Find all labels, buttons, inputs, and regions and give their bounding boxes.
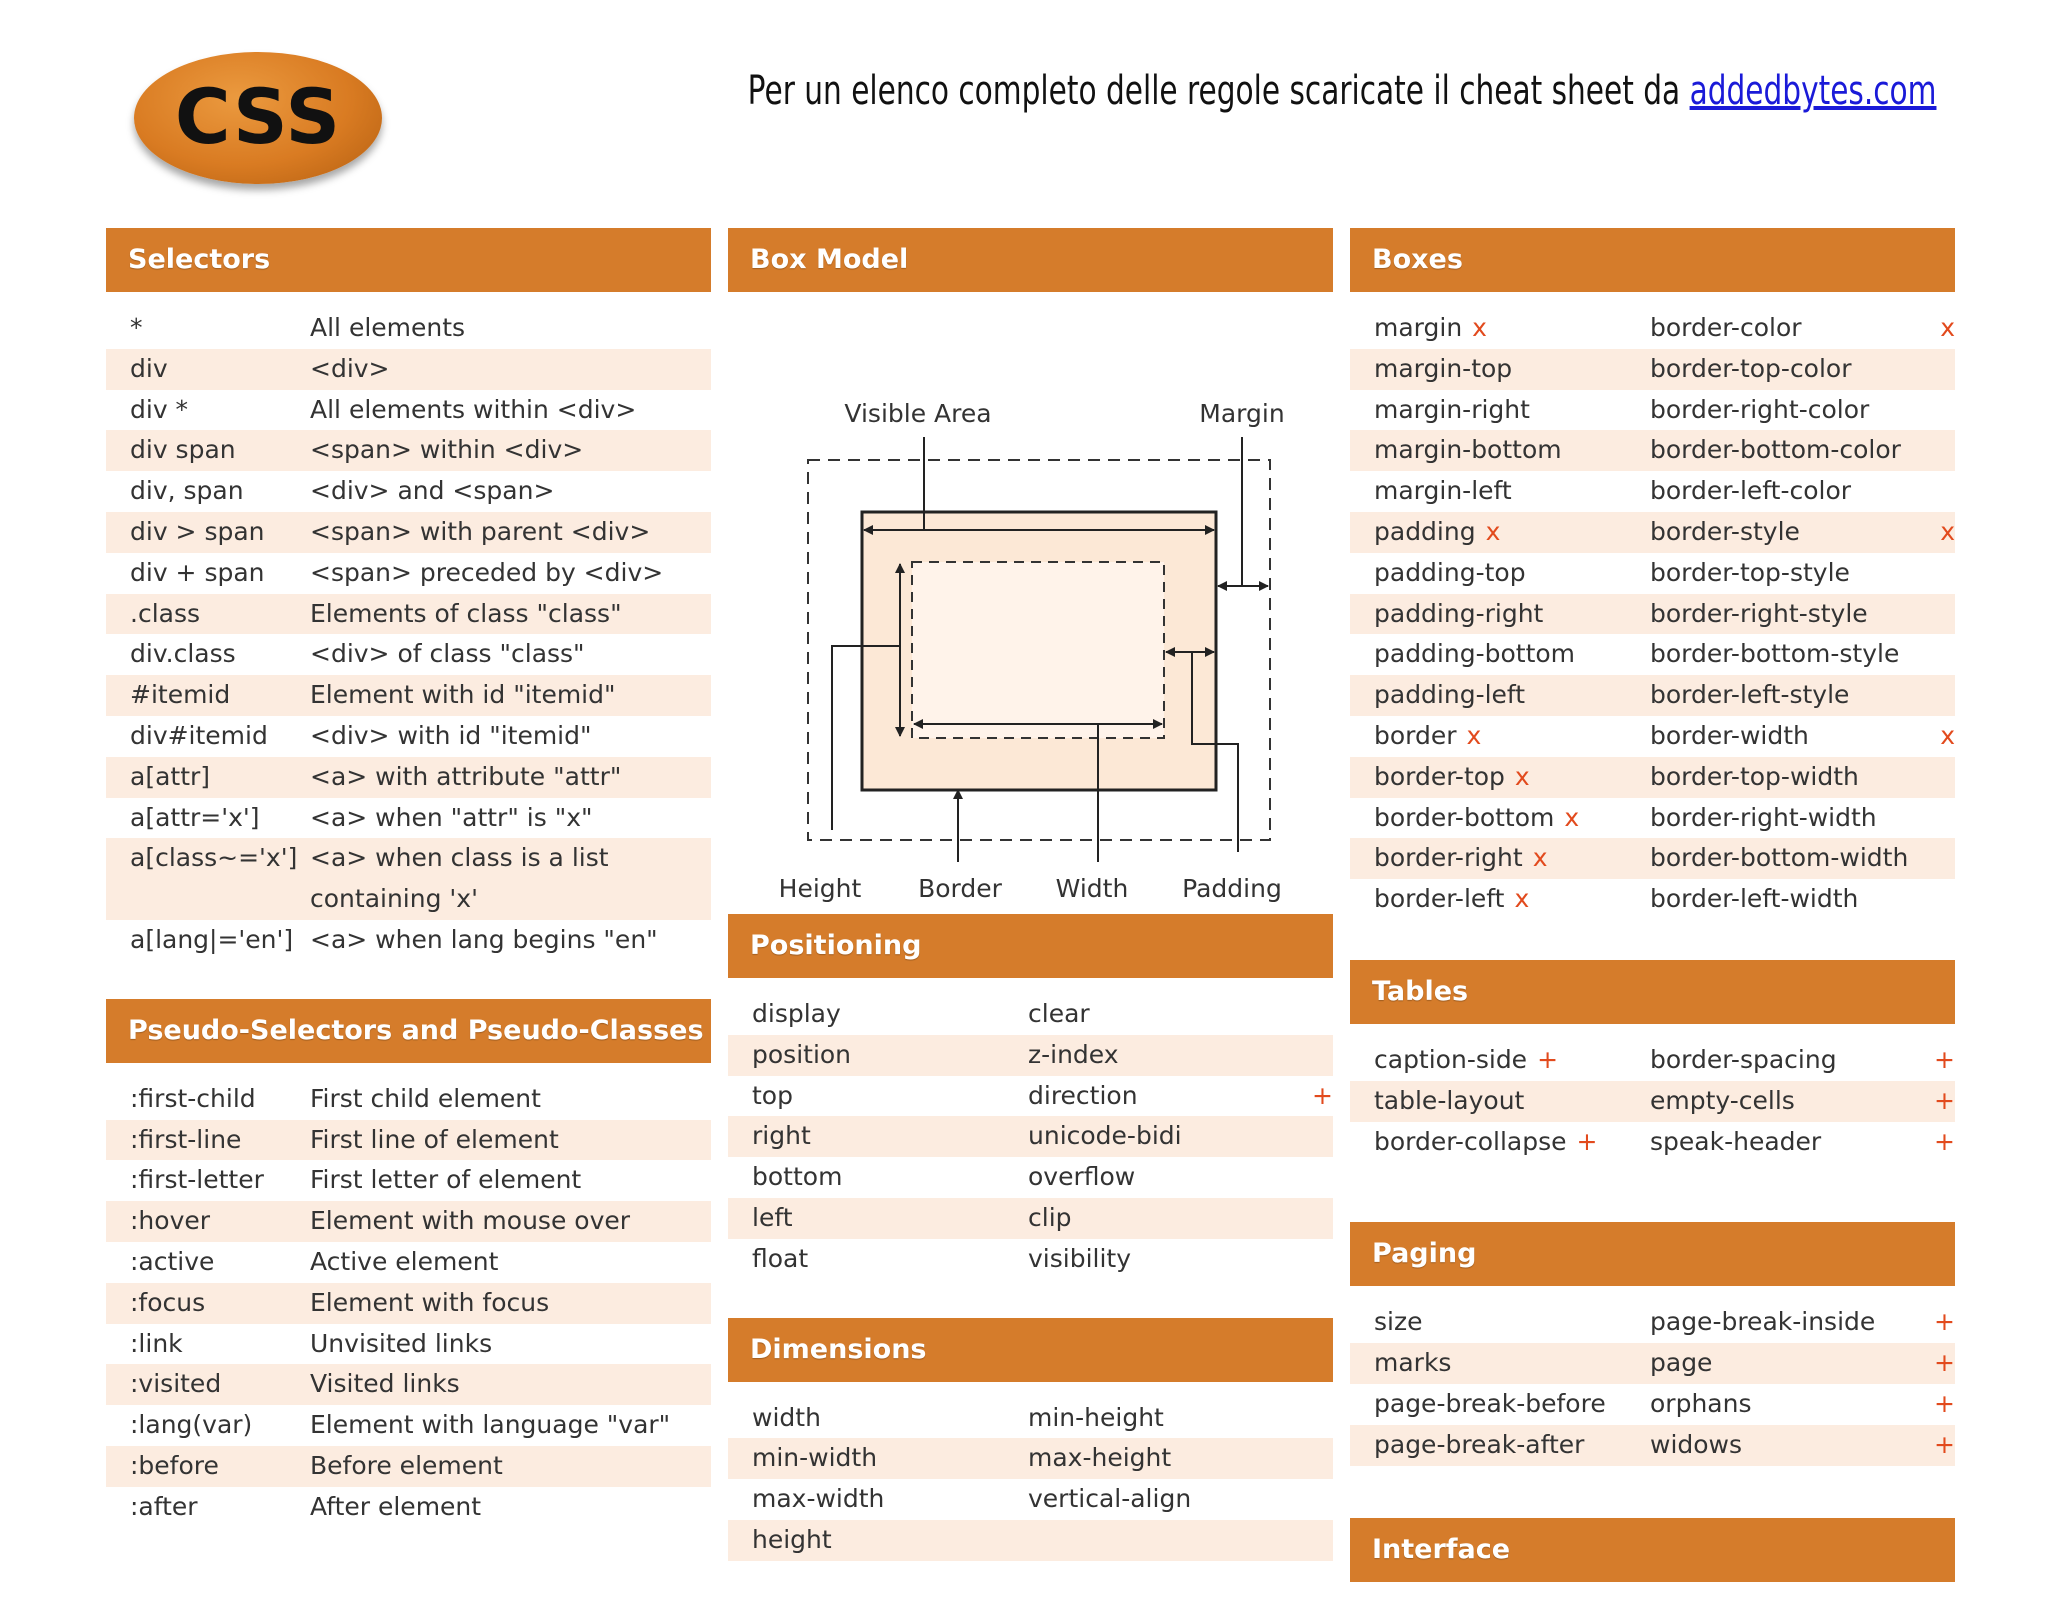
list-row <box>106 757 711 798</box>
list-row <box>1350 879 1955 920</box>
row-value: Visited links <box>310 1369 460 1399</box>
row-key: padding-top <box>1374 557 1526 587</box>
row-value: <div> <box>310 353 390 383</box>
row-value-marker: + <box>1934 1348 1955 1378</box>
row-key: caption-side + <box>1374 1044 1559 1074</box>
row-key-marker: x <box>1564 802 1580 832</box>
row-value-marker: + <box>1934 1388 1955 1418</box>
row-value: <div> of class "class" <box>310 639 585 669</box>
row-value: border-top-color <box>1650 353 1852 383</box>
column-middle <box>728 228 1333 1599</box>
row-key: :lang(var) <box>130 1410 253 1440</box>
boxes-heading: Boxes <box>1350 228 1955 292</box>
row-key: width <box>752 1402 821 1432</box>
list-row <box>106 838 711 920</box>
row-value: border-left-width <box>1650 884 1859 914</box>
list-row <box>106 349 711 390</box>
row-key: div <box>130 353 168 383</box>
row-value: direction <box>1028 1080 1138 1110</box>
list-row <box>1350 1040 1955 1081</box>
row-key: div span <box>130 435 236 465</box>
row-value: border-right-width <box>1650 802 1877 832</box>
width-label: Width <box>1055 874 1129 903</box>
list-row <box>106 1364 711 1405</box>
pseudo-section <box>106 999 711 1528</box>
row-value: After element <box>310 1491 482 1521</box>
list-row <box>728 1520 1333 1561</box>
row-value: border-left-color <box>1650 476 1852 506</box>
row-value-marker: + <box>1934 1085 1955 1115</box>
row-key: :link <box>130 1328 183 1358</box>
list-row <box>106 1446 711 1487</box>
row-value: overflow <box>1028 1162 1136 1192</box>
list-row <box>106 798 711 839</box>
selectors-list <box>106 292 711 961</box>
list-row <box>728 1198 1333 1239</box>
row-value: border-bottom-width <box>1650 843 1909 873</box>
list-row <box>106 1487 711 1528</box>
row-key: div#itemid <box>130 720 268 750</box>
row-key: div * <box>130 394 189 424</box>
row-value: <a> when class is a list containing 'x' <box>310 843 609 914</box>
row-value: empty-cells <box>1650 1085 1795 1115</box>
dimensions-heading: Dimensions <box>728 1318 1333 1382</box>
css-logo <box>134 52 382 184</box>
row-key: border-top x <box>1374 761 1530 791</box>
positioning-list <box>728 978 1333 1280</box>
row-key: a[attr='x'] <box>130 802 260 832</box>
addedbytes-link[interactable]: addedbytes.com <box>1689 68 1936 114</box>
tables-heading: Tables <box>1350 960 1955 1024</box>
list-row <box>1350 757 1955 798</box>
list-row <box>1350 1384 1955 1425</box>
row-value: border-spacing <box>1650 1044 1837 1074</box>
column-right <box>1350 228 1955 1620</box>
row-key: height <box>752 1524 832 1554</box>
list-row <box>1350 798 1955 839</box>
list-row <box>1350 838 1955 879</box>
row-value: <a> when lang begins "en" <box>310 924 658 954</box>
row-value: <div> and <span> <box>310 476 555 506</box>
row-value: border-bottom-style <box>1650 639 1900 669</box>
list-row <box>728 1438 1333 1479</box>
interface-section <box>1350 1518 1955 1582</box>
row-key: margin-right <box>1374 394 1530 424</box>
list-row <box>1350 349 1955 390</box>
list-row <box>728 1479 1333 1520</box>
row-value: z-index <box>1028 1039 1119 1069</box>
list-row <box>1350 390 1955 431</box>
row-value: border-width <box>1650 720 1809 750</box>
row-key: border-right x <box>1374 843 1548 873</box>
list-row <box>106 675 711 716</box>
row-key-marker: x <box>1532 843 1548 873</box>
list-row <box>1350 594 1955 635</box>
row-value: border-top-style <box>1650 557 1850 587</box>
row-key: page-break-after <box>1374 1429 1585 1459</box>
list-row <box>106 1324 711 1365</box>
row-value: First child element <box>310 1083 541 1113</box>
list-row <box>106 1160 711 1201</box>
row-value-marker: x <box>1940 313 1955 342</box>
margin-label: Margin <box>1199 399 1285 428</box>
list-row <box>1350 430 1955 471</box>
list-row <box>1350 716 1955 757</box>
row-value: page-break-inside <box>1650 1307 1876 1337</box>
list-row <box>1350 1081 1955 1122</box>
row-key: * <box>130 313 143 342</box>
row-value: orphans <box>1650 1388 1752 1418</box>
content-area <box>912 562 1164 738</box>
row-key: :focus <box>130 1287 206 1317</box>
tables-section <box>1350 960 1955 1162</box>
list-row <box>106 1283 711 1324</box>
row-value: border-right-style <box>1650 598 1868 628</box>
row-value: Before element <box>310 1450 503 1480</box>
row-value-marker: + <box>1312 1080 1333 1110</box>
row-key: border x <box>1374 720 1482 750</box>
list-row <box>106 1242 711 1283</box>
list-row <box>106 594 711 635</box>
row-value: border-top-width <box>1650 761 1859 791</box>
list-row <box>106 634 711 675</box>
selectors-section <box>106 228 711 961</box>
row-key: margin-top <box>1374 353 1513 383</box>
list-row <box>106 471 711 512</box>
row-value: <a> with attribute "attr" <box>310 761 622 791</box>
row-value: All elements within <div> <box>310 394 637 424</box>
row-key-marker: x <box>1466 720 1482 750</box>
row-key: max-width <box>752 1484 885 1514</box>
positioning-section <box>728 914 1333 1280</box>
list-row <box>106 1405 711 1446</box>
row-value: speak-header <box>1650 1126 1822 1156</box>
row-key-marker: x <box>1485 516 1501 546</box>
paging-heading: Paging <box>1350 1222 1955 1286</box>
row-key: a[lang|='en'] <box>130 924 294 954</box>
row-key: div.class <box>130 639 236 669</box>
list-row <box>728 1239 1333 1280</box>
boxes-list <box>1350 292 1955 920</box>
row-value: vertical-align <box>1028 1484 1192 1514</box>
row-value: All elements <box>310 313 466 342</box>
paging-list <box>1350 1286 1955 1465</box>
logo-text: CSS <box>174 71 342 161</box>
row-value: page <box>1650 1348 1713 1378</box>
row-value: visibility <box>1028 1243 1132 1273</box>
list-row <box>106 1079 711 1120</box>
list-row <box>1350 1425 1955 1466</box>
list-row <box>106 553 711 594</box>
list-row <box>106 512 711 553</box>
row-key: :after <box>130 1491 198 1521</box>
box-model-figure <box>728 292 1333 903</box>
row-value: border-right-color <box>1650 394 1870 424</box>
row-value: <span> with parent <div> <box>310 516 651 546</box>
row-value: max-height <box>1028 1443 1172 1473</box>
row-key: padding-right <box>1374 598 1544 628</box>
row-value: border-color <box>1650 313 1802 342</box>
row-key: :active <box>130 1246 215 1276</box>
list-row <box>106 1201 711 1242</box>
row-key: :visited <box>130 1369 222 1399</box>
tables-list <box>1350 1024 1955 1162</box>
list-row <box>728 994 1333 1035</box>
list-row <box>728 1116 1333 1157</box>
row-key: bottom <box>752 1162 843 1192</box>
row-key-marker: + <box>1537 1044 1559 1074</box>
row-key: position <box>752 1039 852 1069</box>
list-row <box>1350 553 1955 594</box>
row-key: padding x <box>1374 516 1501 546</box>
row-value: Element with id "itemid" <box>310 680 616 710</box>
row-key: margin x <box>1374 313 1487 342</box>
dimensions-list <box>728 1382 1333 1561</box>
row-value: Elements of class "class" <box>310 598 622 628</box>
list-row <box>728 1035 1333 1076</box>
dimensions-section <box>728 1318 1333 1561</box>
list-row <box>728 1076 1333 1117</box>
row-key: border-bottom x <box>1374 802 1580 832</box>
row-key: left <box>752 1202 793 1232</box>
row-key: right <box>752 1121 811 1151</box>
row-value <box>1028 1520 1333 1561</box>
row-key: border-left x <box>1374 884 1530 914</box>
row-key: div + span <box>130 557 265 587</box>
row-value: Unvisited links <box>310 1328 493 1358</box>
row-key: padding-left <box>1374 680 1526 710</box>
pseudo-list <box>106 1063 711 1528</box>
pseudo-heading: Pseudo-Selectors and Pseudo-Classes <box>106 999 711 1063</box>
row-key: a[attr] <box>130 761 211 791</box>
row-key-marker: x <box>1472 313 1487 342</box>
row-value: First line of element <box>310 1124 559 1154</box>
row-key: min-width <box>752 1443 878 1473</box>
list-row <box>106 308 711 349</box>
row-key-marker: x <box>1514 884 1530 914</box>
row-value: <span> preceded by <div> <box>310 557 664 587</box>
row-value: First letter of element <box>310 1165 582 1195</box>
row-key: margin-left <box>1374 476 1512 506</box>
row-value: Element with focus <box>310 1287 550 1317</box>
row-key: page-break-before <box>1374 1388 1606 1418</box>
interface-heading: Interface <box>1350 1518 1955 1582</box>
row-value: Element with mouse over <box>310 1206 631 1236</box>
row-value-marker: + <box>1934 1044 1955 1074</box>
row-key: display <box>752 999 841 1028</box>
padding-label: Padding <box>1182 874 1282 903</box>
header-text <box>747 68 1936 114</box>
list-row <box>728 1157 1333 1198</box>
row-value-marker: + <box>1934 1307 1955 1337</box>
positioning-heading: Positioning <box>728 914 1333 978</box>
row-key: :first-child <box>130 1083 256 1113</box>
row-key: a[class~='x'] <box>130 843 298 873</box>
row-key: top <box>752 1080 793 1110</box>
list-row <box>1350 634 1955 675</box>
box-model-diagram <box>728 292 1333 903</box>
row-key: border-collapse + <box>1374 1126 1598 1156</box>
list-row <box>728 1398 1333 1439</box>
list-row <box>106 390 711 431</box>
row-value: Element with language "var" <box>310 1410 671 1440</box>
row-key: float <box>752 1243 809 1273</box>
list-row <box>106 1120 711 1161</box>
selectors-heading: Selectors <box>106 228 711 292</box>
row-key: table-layout <box>1374 1085 1525 1115</box>
visible-area-label: Visible Area <box>844 399 992 428</box>
list-row <box>106 430 711 471</box>
row-key: .class <box>130 598 201 628</box>
row-key-marker: x <box>1514 761 1530 791</box>
height-label: Height <box>778 874 862 903</box>
row-key: :before <box>130 1450 219 1480</box>
list-row <box>1350 1343 1955 1384</box>
row-value-marker: + <box>1934 1126 1955 1156</box>
row-value: clear <box>1028 999 1090 1028</box>
list-row <box>1350 471 1955 512</box>
row-value: min-height <box>1028 1402 1164 1432</box>
boxes-section <box>1350 228 1955 920</box>
box-model-heading: Box Model <box>728 228 1333 292</box>
row-value: clip <box>1028 1202 1072 1232</box>
row-value: Active element <box>310 1246 499 1276</box>
row-key: :first-letter <box>130 1165 264 1195</box>
row-key: size <box>1374 1307 1423 1337</box>
list-row <box>1350 675 1955 716</box>
row-value: border-style <box>1650 516 1800 546</box>
row-key: :hover <box>130 1206 211 1236</box>
row-key: margin-bottom <box>1374 435 1562 465</box>
row-key: marks <box>1374 1348 1452 1378</box>
box-model-section <box>728 228 1333 903</box>
paging-section <box>1350 1222 1955 1465</box>
list-row <box>106 716 711 757</box>
row-key-marker: + <box>1576 1126 1598 1156</box>
row-value: widows <box>1650 1429 1743 1459</box>
list-row <box>1350 512 1955 553</box>
header-caption: Per un elenco completo delle regole scaricate il cheat sheet da <box>747 68 1680 114</box>
row-value: border-left-style <box>1650 680 1850 710</box>
list-row <box>1350 308 1955 349</box>
row-value-marker: x <box>1940 516 1955 546</box>
row-key: #itemid <box>130 680 231 710</box>
row-key: div, span <box>130 476 244 506</box>
row-value: <span> within <div> <box>310 435 584 465</box>
row-value: border-bottom-color <box>1650 435 1901 465</box>
list-row <box>106 920 711 961</box>
row-key: padding-bottom <box>1374 639 1576 669</box>
row-value: <div> with id "itemid" <box>310 720 592 750</box>
column-left <box>106 228 711 1566</box>
list-row <box>1350 1122 1955 1163</box>
row-value-marker: + <box>1934 1429 1955 1459</box>
row-value: unicode-bidi <box>1028 1121 1182 1151</box>
row-value: <a> when "attr" is "x" <box>310 802 593 832</box>
list-row <box>1350 1302 1955 1343</box>
border-label: Border <box>918 874 1002 903</box>
row-key: div > span <box>130 516 265 546</box>
row-value-marker: x <box>1940 720 1955 750</box>
row-key: :first-line <box>130 1124 242 1154</box>
